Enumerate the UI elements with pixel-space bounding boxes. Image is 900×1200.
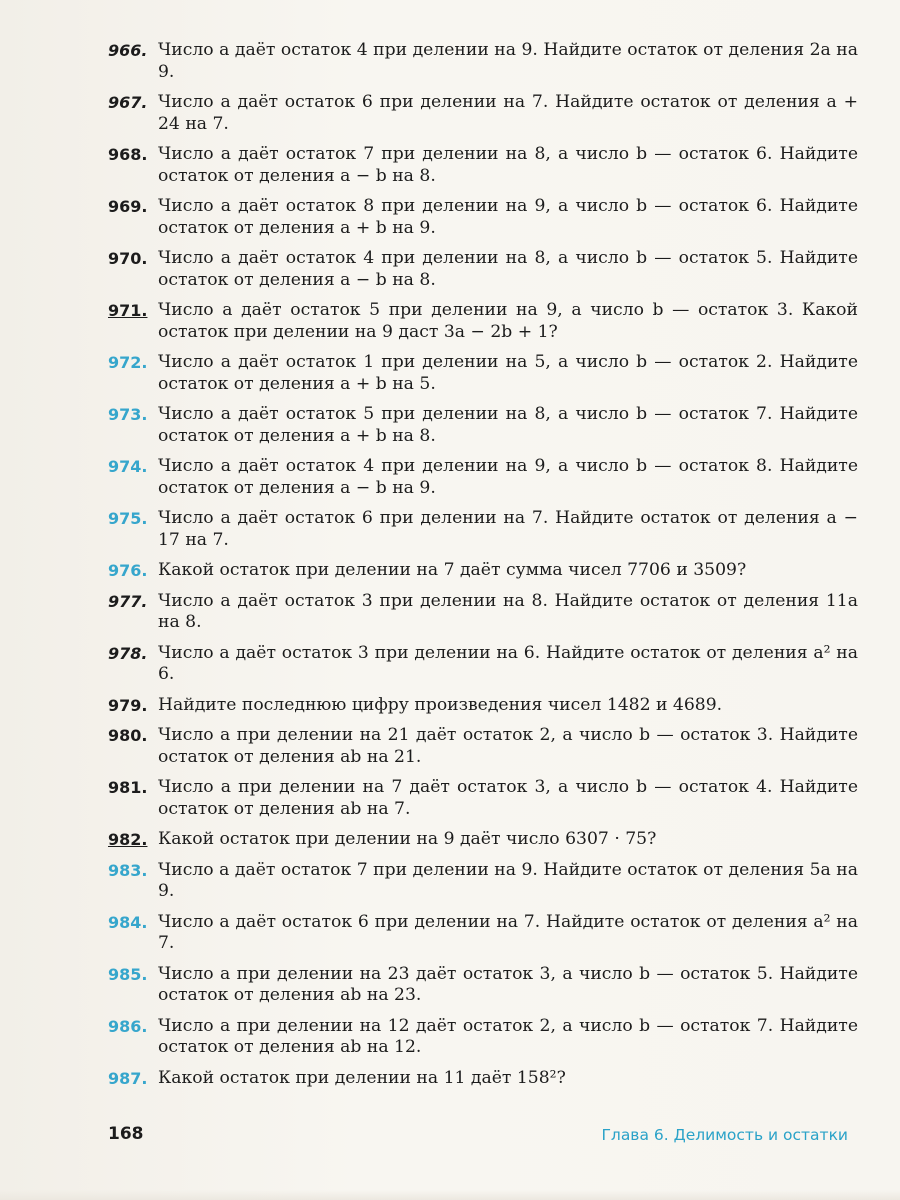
page-number: 168 — [108, 1124, 144, 1144]
problem-number: 987. — [108, 1068, 148, 1088]
problem-item — [108, 912, 858, 955]
problem-item — [108, 248, 858, 291]
problem-item — [108, 92, 858, 135]
chapter-title: Глава 6. Делимость и остатки — [601, 1126, 848, 1144]
problem-item — [108, 196, 858, 239]
problem-text: Число a даёт остаток 7 при делении на 9. Найдите остаток от деления 5a на 9. — [158, 859, 858, 901]
problem-number: 986. — [108, 1016, 148, 1036]
problem-text: Какой остаток при делении на 9 даёт число 6307 · 75? — [158, 829, 657, 849]
problem-number: 970. — [108, 249, 148, 268]
problem-text: Число a даёт остаток 6 при делении на 7. Найдите остаток от деления a − 17 на 7. — [158, 508, 858, 550]
problem-item — [108, 560, 858, 582]
problem-number: 969. — [108, 197, 148, 216]
problem-text: Число a даёт остаток 4 при делении на 9, а число b — остаток 8. Найдите остаток от деления a − b на 9. — [158, 456, 858, 498]
problem-text: Найдите последнюю цифру произведения чисел 1482 и 4689. — [158, 694, 723, 715]
problem-number: 972. — [108, 353, 148, 372]
problem-number: 968. — [108, 145, 148, 164]
problem-item — [108, 144, 858, 187]
problem-text: Число a даёт остаток 3 при делении на 6. Найдите остаток от деления a² на 6. — [158, 642, 858, 684]
problem-number: 983. — [108, 860, 148, 880]
problem-item — [108, 352, 858, 395]
problem-text: Число a даёт остаток 6 при делении на 7. Найдите остаток от деления a² на 7. — [158, 911, 858, 953]
problem-number: 982. — [108, 830, 148, 849]
problem-text: Число a при делении на 23 даёт остаток 3, а число b — остаток 5. Найдите остаток от деления ab на 23. — [158, 963, 858, 1005]
problem-text: Число a даёт остаток 7 при делении на 8, а число b — остаток 6. Найдите остаток от деления a − b на 8. — [158, 144, 858, 186]
problem-number: 977. — [108, 591, 148, 611]
problem-number: 966. — [108, 41, 148, 60]
problem-number: 979. — [108, 695, 148, 715]
problem-item — [108, 725, 858, 768]
problem-number: 967. — [108, 93, 148, 112]
problem-number: 980. — [108, 726, 148, 745]
problem-text: Число a даёт остаток 5 при делении на 8, а число b — остаток 7. Найдите остаток от деления a + b на 8. — [158, 404, 858, 446]
problem-number: 975. — [108, 509, 148, 528]
problem-item — [108, 591, 858, 634]
problem-number: 973. — [108, 405, 148, 424]
problem-item — [108, 1016, 858, 1059]
problem-item — [108, 964, 858, 1007]
problem-text: Какой остаток при делении на 7 даёт сумма чисел 7706 и 3509? — [158, 560, 747, 580]
problem-text: Число a даёт остаток 4 при делении на 9. Найдите остаток от деления 2a на 9. — [158, 40, 858, 82]
problem-item — [108, 508, 858, 551]
problem-number: 981. — [108, 778, 148, 797]
problem-text: Какой остаток при делении на 11 даёт 158²? — [158, 1067, 566, 1088]
problem-number: 984. — [108, 912, 148, 932]
problem-item — [108, 40, 858, 83]
problem-item — [108, 404, 858, 447]
problem-item — [108, 456, 858, 499]
problem-text: Число a даёт остаток 6 при делении на 7. Найдите остаток от деления a + 24 на 7. — [158, 92, 858, 134]
problem-text: Число a при делении на 21 даёт остаток 2, а число b — остаток 3. Найдите остаток от деления ab на 21. — [158, 725, 858, 767]
problem-text: Число a при делении на 12 даёт остаток 2, а число b — остаток 7. Найдите остаток от деления ab на 12. — [158, 1015, 858, 1057]
problem-item — [108, 777, 858, 820]
problem-item — [108, 1068, 858, 1090]
problem-text: Число a даёт остаток 3 при делении на 8. Найдите остаток от деления 11a на 8. — [158, 590, 858, 632]
problem-list — [108, 40, 858, 1098]
problem-number: 978. — [108, 643, 148, 663]
problem-text: Число a даёт остаток 1 при делении на 5, а число b — остаток 2. Найдите остаток от деления a + b на 5. — [158, 352, 858, 394]
problem-number: 974. — [108, 457, 148, 476]
problem-item — [108, 829, 858, 851]
problem-text: Число a при делении на 7 даёт остаток 3, а число b — остаток 4. Найдите остаток от деления ab на 7. — [158, 777, 858, 819]
problem-item — [108, 860, 858, 903]
problem-text: Число a даёт остаток 4 при делении на 8, а число b — остаток 5. Найдите остаток от деления a − b на 8. — [158, 248, 858, 290]
problem-text: Число a даёт остаток 5 при делении на 9, а число b — остаток 3. Какой остаток при делении на 9 даст 3a − 2b + 1? — [158, 300, 858, 342]
problem-item — [108, 643, 858, 686]
problem-item — [108, 300, 858, 343]
problem-number: 985. — [108, 964, 148, 984]
problem-number: 971. — [108, 301, 148, 320]
problem-item — [108, 695, 858, 717]
page-edge — [0, 1190, 900, 1200]
problem-number: 976. — [108, 561, 148, 580]
problem-text: Число a даёт остаток 8 при делении на 9, а число b — остаток 6. Найдите остаток от деления a + b на 9. — [158, 196, 858, 238]
